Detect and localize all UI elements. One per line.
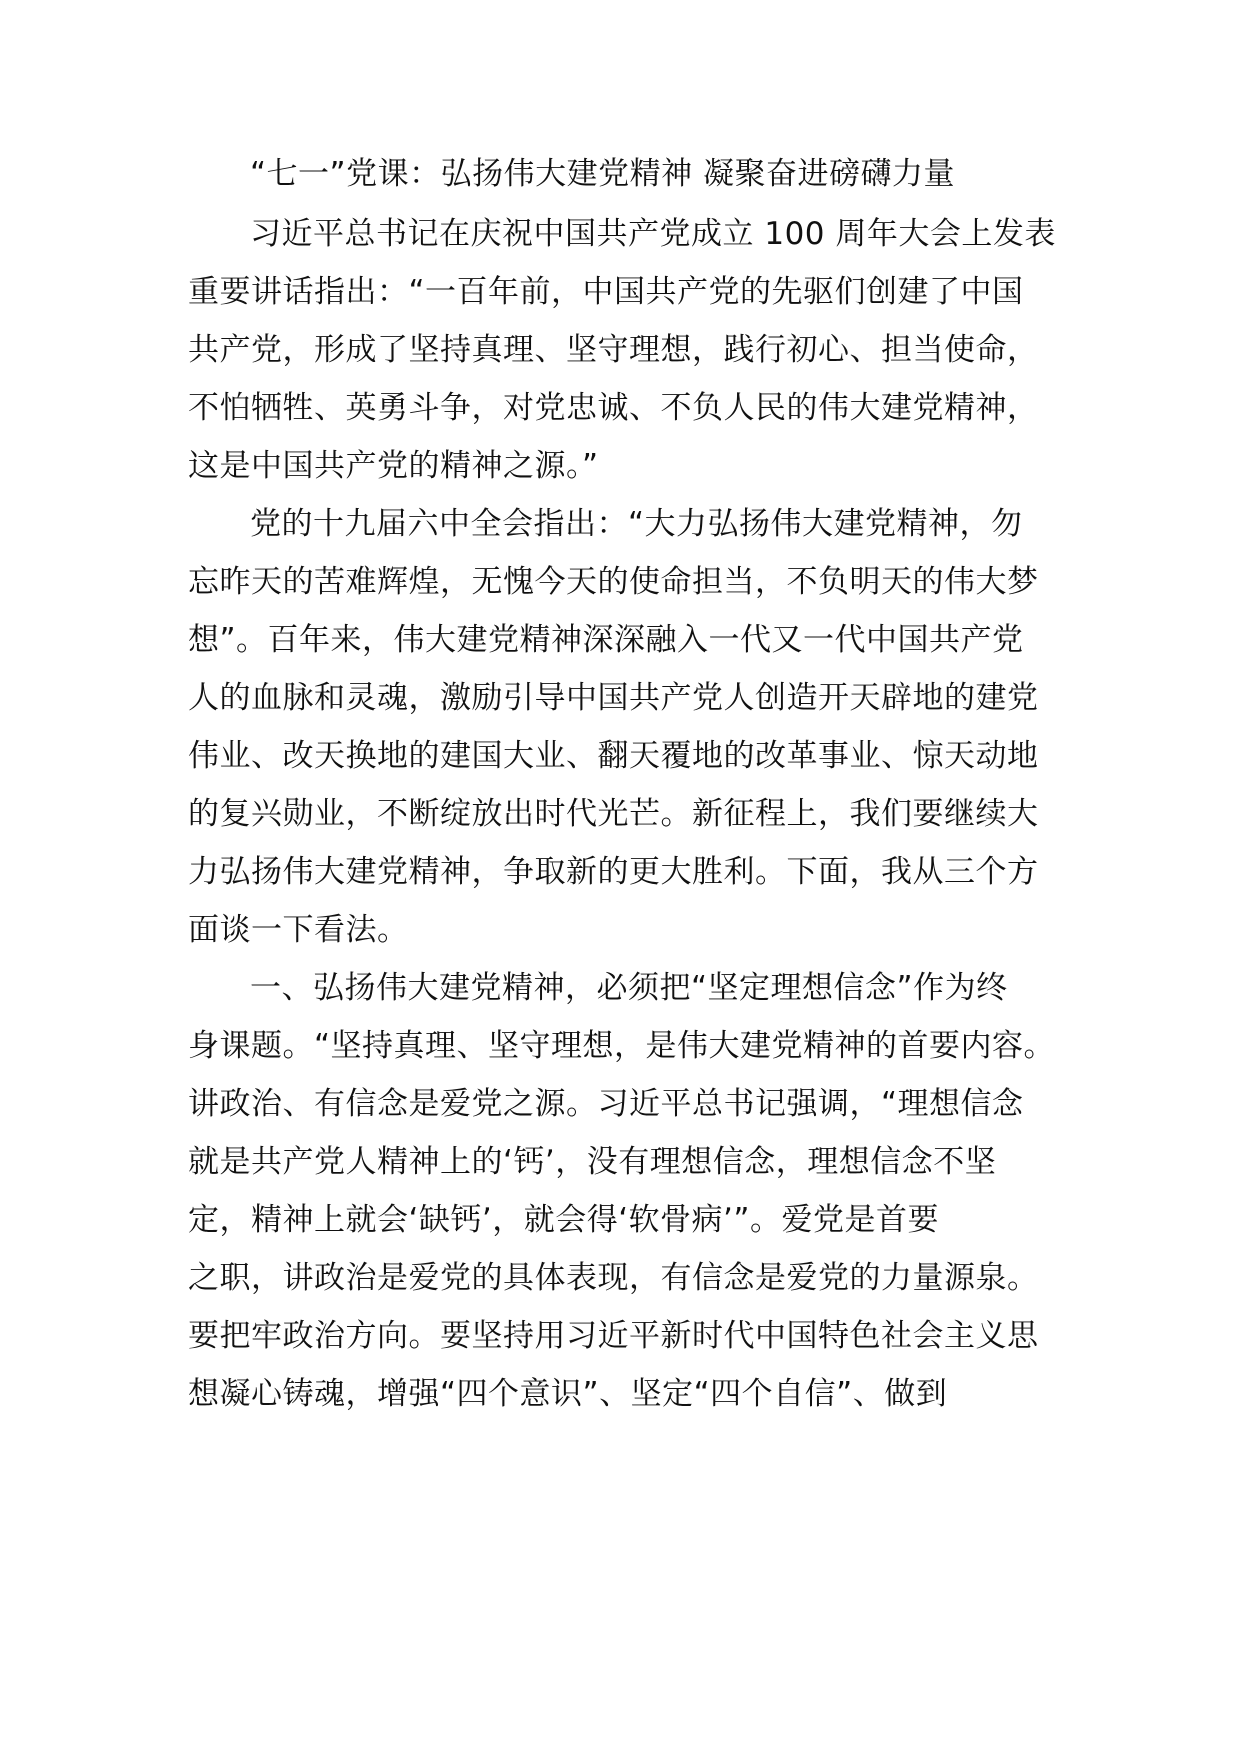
paragraph-1-line-1: 习近平总书记在庆祝中国共产党成立 100 周年大会上发表 — [250, 216, 1056, 252]
paragraph-3-line-2: 身课题。“坚持真理、坚守理想，是伟大建党精神的首要内容。 — [188, 1028, 1056, 1064]
paragraph-3-line-6: 之职，讲政治是爱党的具体表现，有信念是爱党的力量源泉。 — [188, 1260, 1039, 1296]
paragraph-1-line-2: 重要讲话指出：“一百年前，中国共产党的先驱们创建了中国 — [188, 274, 1024, 310]
paragraph-3-line-1: 一、弘扬伟大建党精神，必须把“坚定理想信念”作为终 — [250, 970, 1008, 1006]
paragraph-3-line-5: 定，精神上就会‘缺钙’，就会得‘软骨病’”。爱党是首要 — [188, 1202, 939, 1238]
paragraph-1-line-3: 共产党，形成了坚持真理、坚守理想，践行初心、担当使命， — [188, 332, 1039, 368]
document-title: “七一”党课：弘扬伟大建党精神 凝聚奋进磅礴力量 — [250, 156, 955, 192]
paragraph-2-line-1: 党的十九届六中全会指出：“大力弘扬伟大建党精神，勿 — [250, 506, 1023, 542]
paragraph-2-line-4: 人的血脉和灵魂，激励引导中国共产党人创造开天辟地的建党 — [188, 680, 1039, 716]
paragraph-2-line-5: 伟业、改天换地的建国大业、翻天覆地的改革事业、惊天动地 — [188, 738, 1039, 774]
paragraph-3-line-7: 要把牢政治方向。要坚持用习近平新时代中国特色社会主义思 — [188, 1318, 1039, 1354]
paragraph-2-line-6: 的复兴勋业，不断绽放出时代光芒。新征程上，我们要继续大 — [188, 796, 1039, 832]
paragraph-2-line-7: 力弘扬伟大建党精神，争取新的更大胜利。下面，我从三个方 — [188, 854, 1039, 890]
paragraph-3-line-3: 讲政治、有信念是爱党之源。习近平总书记强调，“理想信念 — [188, 1086, 1024, 1122]
paragraph-1-line-4: 不怕牺牲、英勇斗争，对党忠诚、不负人民的伟大建党精神， — [188, 390, 1039, 426]
paragraph-2-line-3: 想”。百年来，伟大建党精神深深融入一代又一代中国共产党 — [188, 622, 1024, 658]
paragraph-3-line-8: 想凝心铸魂，增强“四个意识”、坚定“四个自信”、做到 — [188, 1376, 948, 1412]
paragraph-2-line-2: 忘昨天的苦难辉煌，无愧今天的使命担当，不负明天的伟大梦 — [188, 564, 1039, 600]
paragraph-3-line-4: 就是共产党人精神上的‘钙’，没有理想信念，理想信念不坚 — [188, 1144, 997, 1180]
paragraph-2-line-8: 面谈一下看法。 — [188, 912, 409, 948]
paragraph-1-line-5: 这是中国共产党的精神之源。” — [188, 448, 599, 484]
